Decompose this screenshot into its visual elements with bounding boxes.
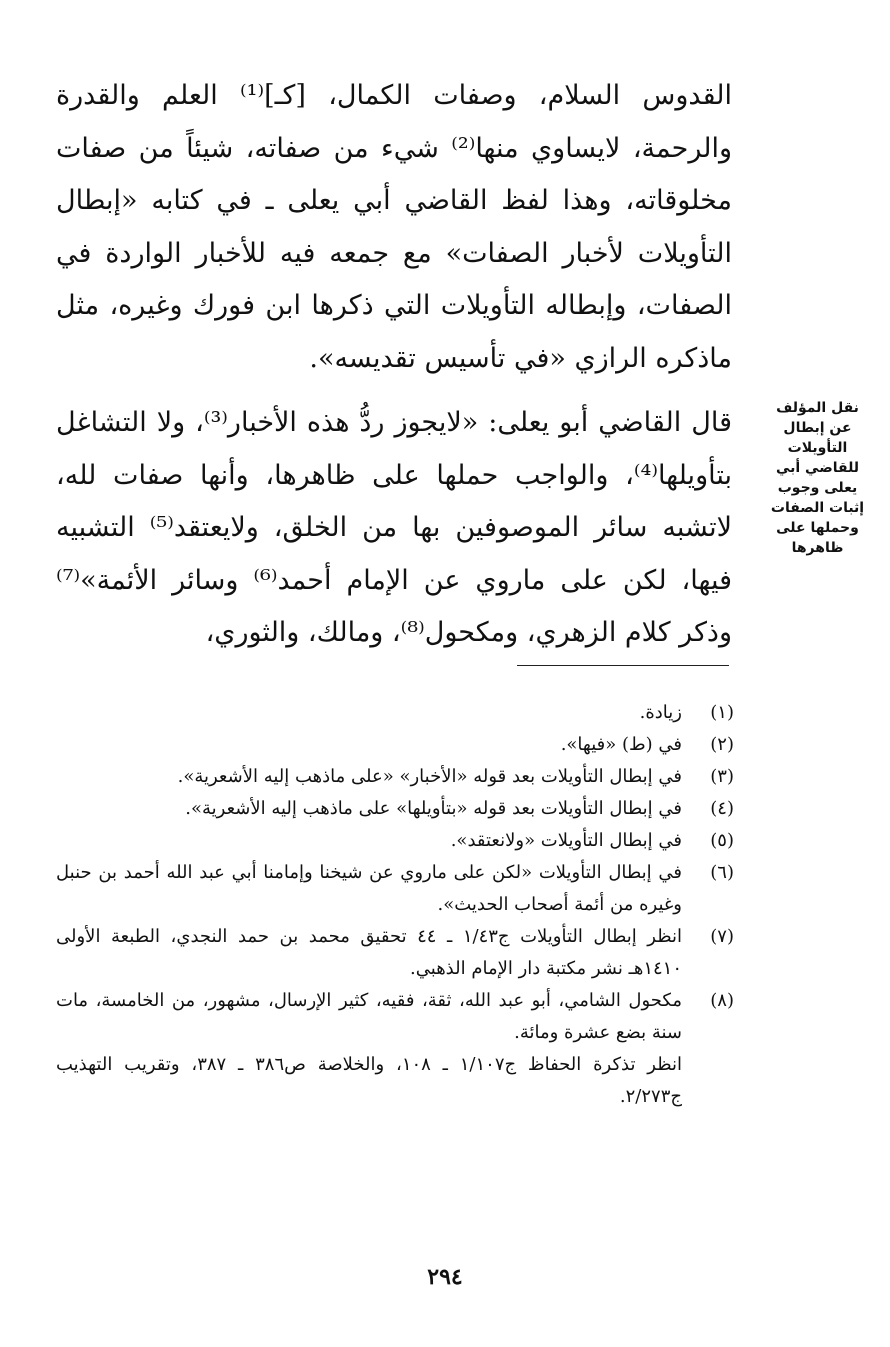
footnote-number: (٧)	[710, 926, 734, 947]
footnote-number: (٢)	[710, 734, 734, 755]
footnote-number: (١)	[710, 702, 734, 723]
footnote-4	[56, 793, 734, 825]
paragraph-2: قال القاضي أبو يعلى: «لايجوز ردُّ هذه الأخبار⁽³⁾، ولا التشاغل بتأويلها⁽⁴⁾، والواجب حملها على ظاهرها، وأنها صفات لله، لاتشبه سائر الموصوفين بها من الخلق، ولايعتقد⁽⁵⁾ التشبيه فيها، لكن على ماروي عن الإمام أحمد⁽⁶⁾ وسائر الأئمة»⁽⁷⁾ وذكر كلام الزهري، ومكحول⁽⁸⁾، ومالك، والثوري،	[56, 407, 733, 648]
margin-note: نقل المؤلف عن إبطال التأويلات للقاضي أبي يعلى وجوب إثبات الصفات وحملها على ظاهرها	[770, 400, 865, 556]
footnotes	[56, 697, 734, 1113]
footnote-text: في إبطال التأويلات بعد قوله «الأخبار» «على ماذهب إليه الأشعرية».	[177, 766, 682, 787]
footnote-number: (٣)	[710, 766, 734, 787]
footnote-1	[56, 697, 734, 729]
main-text	[56, 70, 732, 660]
footnote-text: مكحول الشامي، أبو عبد الله، ثقة، فقيه، كثير الإرسال، مشهور، من الخامسة، مات سنة بضع عشرة ومائة.	[56, 990, 682, 1043]
footnote-text: في إبطال التأويلات «ولانعتقد».	[450, 830, 682, 851]
footnote-7	[56, 921, 734, 985]
footnote-5	[56, 825, 734, 857]
footnote-text: في إبطال التأويلات بعد قوله «بتأويلها» على ماذهب إليه الأشعرية».	[185, 798, 682, 819]
footnote-8	[56, 985, 734, 1049]
footnote-8-reference: انظر تذكرة الحفاظ ج١/١٠٧ ـ ١٠٨، والخلاصة ص٣٨٦ ـ ٣٨٧، وتقريب التهذيب ج٢/٢٧٣.	[56, 1054, 682, 1107]
footnote-number: (٥)	[710, 830, 734, 851]
footnote-divider	[517, 665, 729, 666]
paragraph-1: القدوس السلام، وصفات الكمال، [كـ]⁽¹⁾ العلم والقدرة والرحمة، لايساوي منها⁽²⁾ شيء من صفاته، شيئاً من صفات مخلوقاته، وهذا لفظ القاضي أبي يعلى ـ في كتابه «إبطال التأويلات لأخبار الصفات» مع جمعه فيه للأخبار الواردة في الصفات، وإبطاله التأويلات التي ذكرها ابن فورك وغيره، مثل ماذكره الرازي «في تأسيس تقديسه».	[56, 80, 732, 374]
footnote-6	[56, 857, 734, 921]
footnote-number: (٦)	[710, 862, 734, 883]
footnote-text: في إبطال التأويلات «لكن على ماروي عن شيخنا وإمامنا أبي عبد الله أحمد بن حنبل وغيره من أئمة أصحاب الحديث».	[56, 862, 682, 915]
footnote-text: انظر إبطال التأويلات ج١/٤٣ ـ ٤٤ تحقيق محمد بن حمد النجدي، الطبعة الأولى ١٤١٠هـ نشر مكتبة دار الإمام الذهبي.	[56, 926, 683, 979]
footnote-text: زيادة.	[639, 702, 682, 723]
footnote-3	[56, 761, 734, 793]
footnote-number: (٤)	[710, 798, 734, 819]
footnote-number: (٨)	[710, 990, 734, 1011]
footnote-2	[56, 729, 734, 761]
footnote-text: في (ط) «فيها».	[560, 734, 682, 755]
page-number: ٢٩٤	[427, 1264, 463, 1290]
